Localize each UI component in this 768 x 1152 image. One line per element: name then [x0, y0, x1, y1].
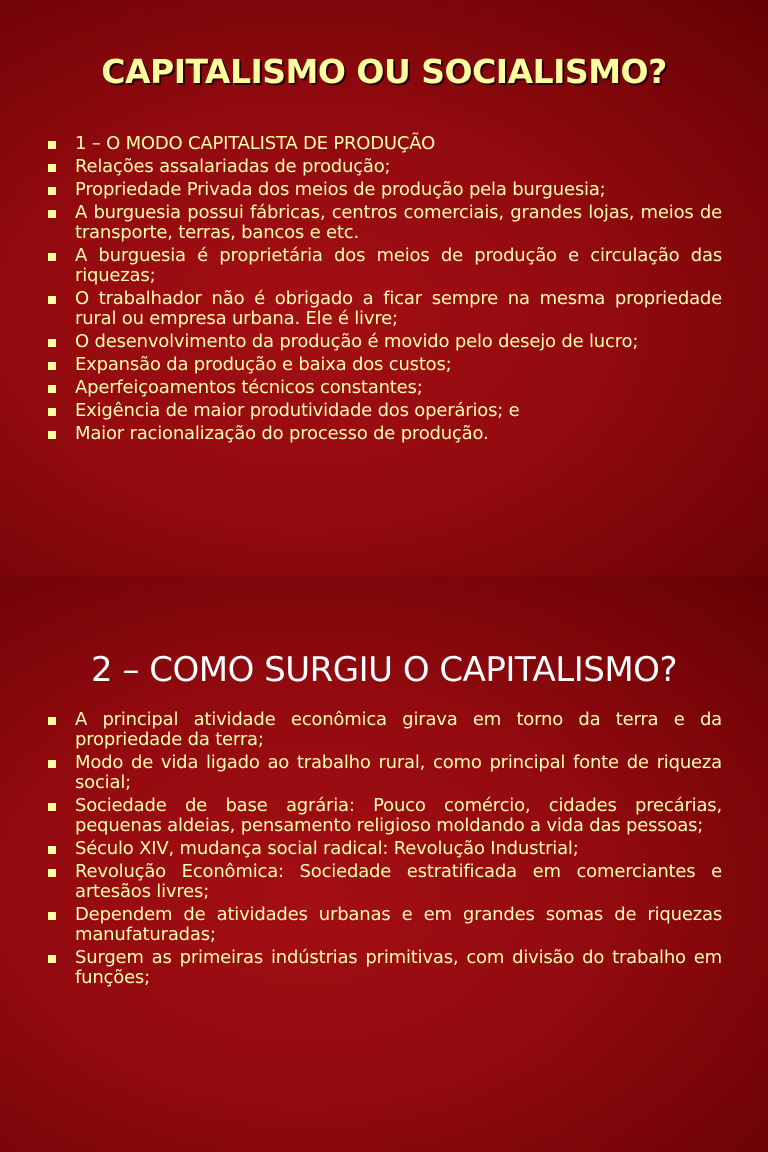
list-item-text: Expansão da produção e baixa dos custos; — [75, 354, 452, 375]
list-item-text: Relações assalariadas de produção; — [75, 156, 391, 177]
slide-2 — [0, 576, 768, 1152]
list-item — [46, 710, 722, 750]
square-bullet-icon — [48, 362, 56, 370]
list-item-text: 1 – O MODO CAPITALISTA DE PRODUÇÃO — [75, 133, 436, 154]
slide-1-title: CAPITALISMO OU SOCIALISMO? — [101, 52, 667, 91]
list-item-text: A principal atividade econômica girava em torno da terra e da propriedade da terra; — [75, 709, 722, 750]
list-item — [46, 839, 722, 859]
square-bullet-icon — [48, 846, 56, 854]
list-item — [46, 134, 722, 154]
square-bullet-icon — [48, 141, 56, 149]
square-bullet-icon — [48, 869, 56, 877]
list-item — [46, 401, 722, 421]
list-item-text: Maior racionalização do processo de produção. — [75, 423, 489, 444]
list-item-text: Propriedade Privada dos meios de produção pela burguesia; — [75, 179, 606, 200]
list-item — [46, 948, 722, 988]
square-bullet-icon — [48, 187, 56, 195]
list-item — [46, 424, 722, 444]
square-bullet-icon — [48, 210, 56, 218]
square-bullet-icon — [48, 955, 56, 963]
square-bullet-icon — [48, 408, 56, 416]
list-item — [46, 378, 722, 398]
list-item-text: O trabalhador não é obrigado a ficar sempre na mesma propriedade rural ou empresa urbana. Ele é livre; — [75, 288, 722, 329]
list-item-text: Surgem as primeiras indústrias primitivas, com divisão do trabalho em funções; — [75, 947, 722, 988]
square-bullet-icon — [48, 339, 56, 347]
list-item — [46, 753, 722, 793]
list-item — [46, 157, 722, 177]
list-item-text: Modo de vida ligado ao trabalho rural, como principal fonte de riqueza social; — [75, 752, 722, 793]
square-bullet-icon — [48, 717, 56, 725]
list-item — [46, 796, 722, 836]
square-bullet-icon — [48, 253, 56, 261]
slide-2-title: 2 – COMO SURGIU O CAPITALISMO? — [91, 650, 677, 690]
list-item-text: A burguesia é proprietária dos meios de produção e circulação das riquezas; — [75, 245, 722, 286]
list-item-text: Revolução Econômica: Sociedade estratificada em comerciantes e artesãos livres; — [75, 861, 722, 902]
slide-2-bullet-list — [46, 710, 722, 991]
list-item — [46, 289, 722, 329]
square-bullet-icon — [48, 296, 56, 304]
list-item-text: Dependem de atividades urbanas e em grandes somas de riquezas manufaturadas; — [75, 904, 722, 945]
list-item-text: Sociedade de base agrária: Pouco comércio, cidades precárias, pequenas aldeias, pensamento religioso moldando a vida das pessoas; — [75, 795, 722, 836]
square-bullet-icon — [48, 431, 56, 439]
list-item — [46, 203, 722, 243]
list-item-text: A burguesia possui fábricas, centros comerciais, grandes lojas, meios de transporte, terras, bancos e etc. — [75, 202, 722, 243]
slide-1-bullet-list — [46, 134, 722, 447]
list-item — [46, 246, 722, 286]
square-bullet-icon — [48, 760, 56, 768]
list-item — [46, 862, 722, 902]
list-item — [46, 355, 722, 375]
square-bullet-icon — [48, 385, 56, 393]
list-item — [46, 905, 722, 945]
list-item-text: Exigência de maior produtividade dos operários; e — [75, 400, 520, 421]
list-item — [46, 180, 722, 200]
square-bullet-icon — [48, 803, 56, 811]
square-bullet-icon — [48, 164, 56, 172]
list-item — [46, 332, 722, 352]
list-item-text: Século XIV, mudança social radical: Revolução Industrial; — [75, 838, 579, 859]
square-bullet-icon — [48, 912, 56, 920]
list-item-text: Aperfeiçoamentos técnicos constantes; — [75, 377, 423, 398]
list-item-text: O desenvolvimento da produção é movido pelo desejo de lucro; — [75, 331, 639, 352]
